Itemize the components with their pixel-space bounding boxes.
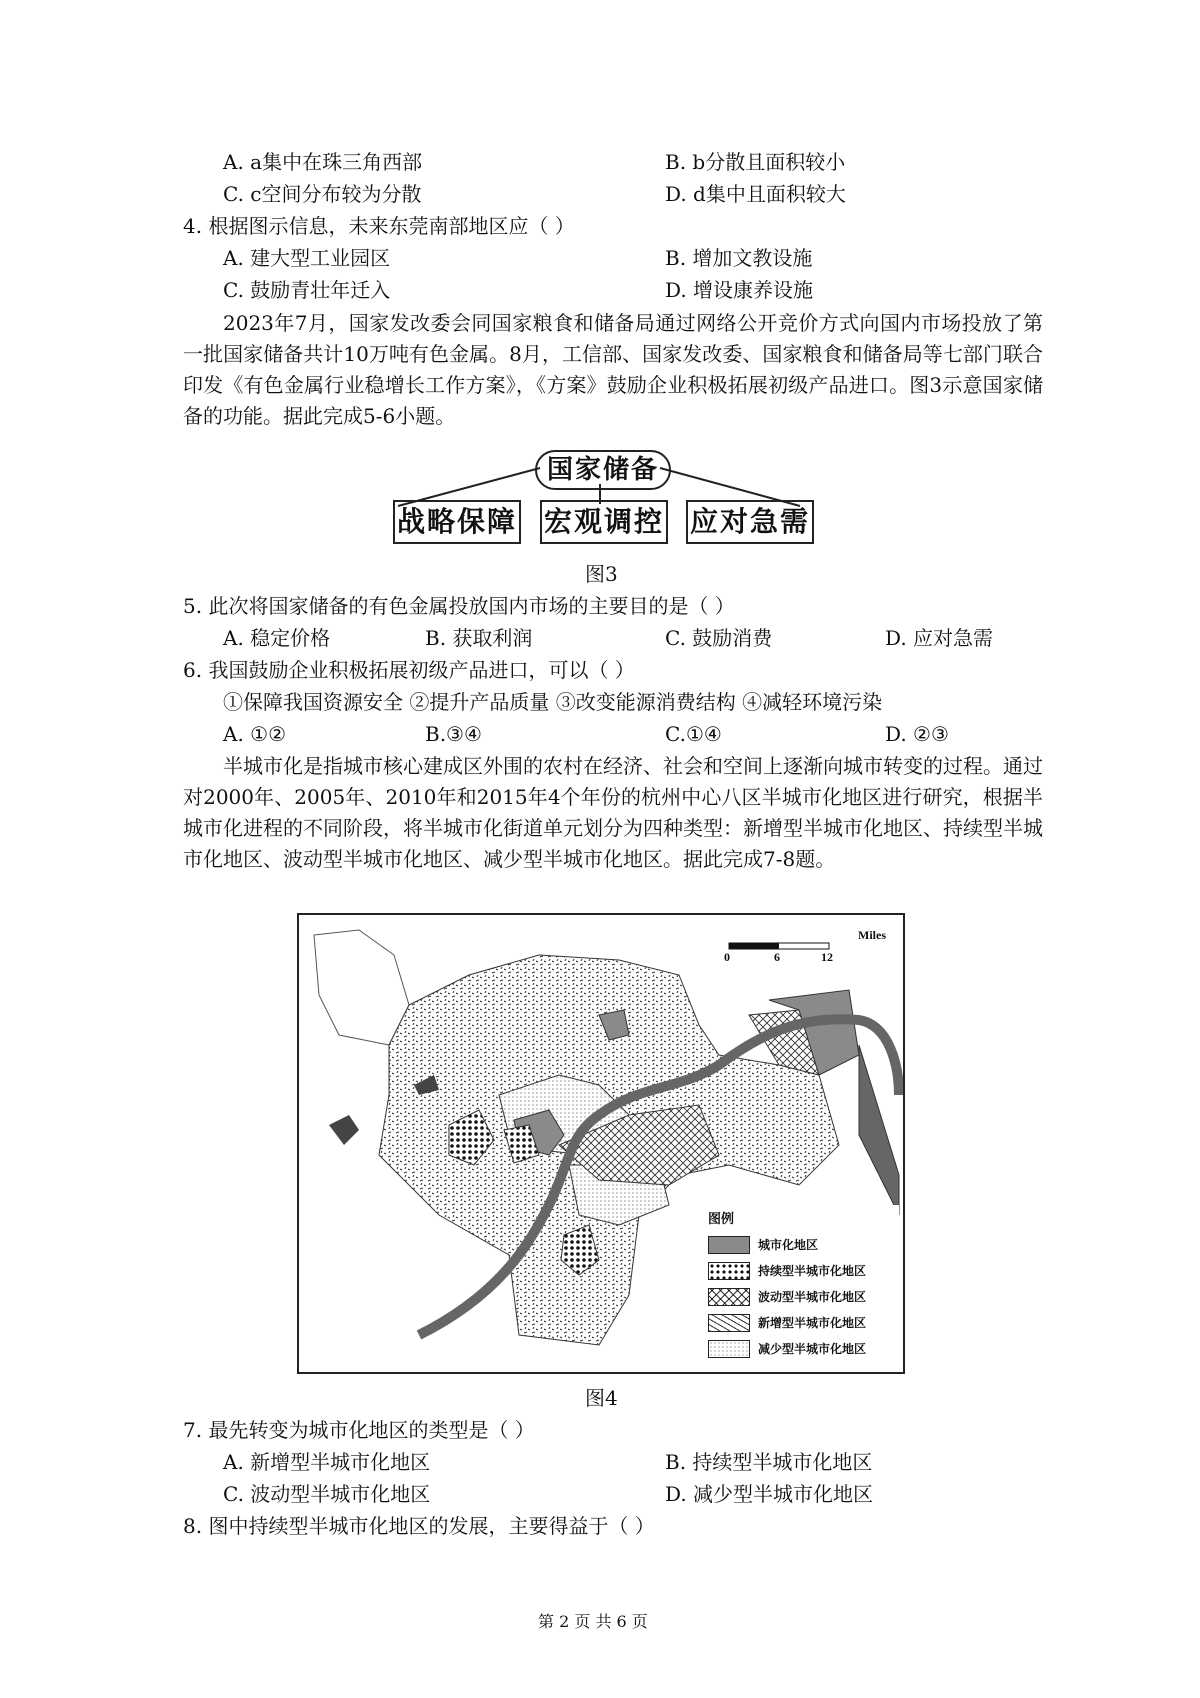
q5-option-b[interactable]: B. 获取利润 xyxy=(425,626,533,650)
legend-item-urban: 城市化地区 xyxy=(708,1236,818,1254)
fig3-caption: 图3 xyxy=(585,562,618,586)
legend-swatch-persistent xyxy=(708,1262,750,1280)
q4-option-d[interactable]: D. 增设康养设施 xyxy=(665,278,814,302)
legend-item-new: 新增型半城市化地区 xyxy=(708,1314,866,1332)
q5-option-d[interactable]: D. 应对急需 xyxy=(885,626,994,650)
q4-option-a[interactable]: A. 建大型工业园区 xyxy=(223,246,391,270)
legend-swatch-reduction xyxy=(708,1340,750,1358)
q3-option-a[interactable]: A. a集中在珠三角西部 xyxy=(223,150,423,174)
q3-option-b[interactable]: B. b分散且面积较小 xyxy=(665,150,846,174)
scale-tick-6: 6 xyxy=(774,950,780,964)
scale-unit: Miles xyxy=(858,928,886,942)
q4-stem: 4. 根据图示信息，未来东莞南部地区应（ ） xyxy=(183,214,575,238)
passage-reserve: 2023年7月，国家发改委会同国家粮食和储备局通过网络公开竞价方式向国内市场投放了第一批国家储备共计10万吨有色金属。8月，工信部、国家发改委、国家粮食和储备局等七部门联合印发《有色金属行业稳增长工作方案》，《方案》鼓励企业积极拓展初级产品进口。图3示意国家储备的功能。据此完成5-6小题。 xyxy=(183,311,1043,428)
q6-option-b[interactable]: B.③④ xyxy=(425,722,482,746)
q7-stem: 7. 最先转变为城市化地区的类型是（ ） xyxy=(183,1418,535,1442)
scale-tick-12: 12 xyxy=(821,950,833,964)
scale-tick-0: 0 xyxy=(724,950,730,964)
legend-item-reduction: 减少型半城市化地区 xyxy=(708,1340,866,1358)
legend-swatch-urban xyxy=(708,1236,750,1254)
fig3-node-emergency: 应对急需 xyxy=(686,500,814,544)
q6-stem: 6. 我国鼓励企业积极拓展初级产品进口，可以（ ） xyxy=(183,658,635,682)
q6-items: ①保障我国资源安全 ②提升产品质量 ③改变能源消费结构 ④减轻环境污染 xyxy=(223,690,883,714)
page-footer: 第 2 页 共 6 页 xyxy=(538,1612,648,1631)
q8-stem: 8. 图中持续型半城市化地区的发展，主要得益于（ ） xyxy=(183,1514,655,1538)
q7-option-b[interactable]: B. 持续型半城市化地区 xyxy=(665,1450,873,1474)
q5-option-c[interactable]: C. 鼓励消费 xyxy=(665,626,773,650)
map-lake xyxy=(329,1115,359,1145)
q5-option-a[interactable]: A. 稳定价格 xyxy=(223,626,331,650)
scale-bar-fill xyxy=(729,943,779,949)
legend-swatch-new xyxy=(708,1314,750,1332)
legend-item-persistent: 持续型半城市化地区 xyxy=(708,1262,866,1280)
fig3-node-strategic: 战略保障 xyxy=(393,500,521,544)
legend-item-fluctuating: 波动型半城市化地区 xyxy=(708,1288,866,1306)
q7-option-c[interactable]: C. 波动型半城市化地区 xyxy=(223,1482,431,1506)
q7-option-d[interactable]: D. 减少型半城市化地区 xyxy=(665,1482,874,1506)
fig3-node-macro: 宏观调控 xyxy=(540,500,668,544)
legend-swatch-fluctuating xyxy=(708,1288,750,1306)
q4-option-b[interactable]: B. 增加文教设施 xyxy=(665,246,813,270)
q7-option-a[interactable]: A. 新增型半城市化地区 xyxy=(223,1450,431,1474)
q3-option-c[interactable]: C. c空间分布较为分散 xyxy=(223,182,422,206)
q5-stem: 5. 此次将国家储备的有色金属投放国内市场的主要目的是（ ） xyxy=(183,594,735,618)
fig3-root-node: 国家储备 xyxy=(535,450,671,490)
legend-title: 图例 xyxy=(708,1212,735,1227)
fig4-caption: 图4 xyxy=(585,1386,618,1410)
q6-option-d[interactable]: D. ②③ xyxy=(885,722,949,746)
map-district-west xyxy=(314,930,409,1045)
q4-option-c[interactable]: C. 鼓励青壮年迁入 xyxy=(223,278,391,302)
q3-option-d[interactable]: D. d集中且面积较大 xyxy=(665,182,846,206)
q6-option-a[interactable]: A. ①② xyxy=(223,722,287,746)
passage-semi-urbanization: 半城市化是指城市核心建成区外围的农村在经济、社会和空间上逐渐向城市转变的过程。通过对2000年、2005年、2010年和2015年4个年份的杭州中心八区半城市化地区进行研究，根据半城市化进程的不同阶段，将半城市化街道单元划分为四种类型：新增型半城市化地区、持续型半城市化地区、波动型半城市化地区、减少型半城市化地区。据此完成7-8题。 xyxy=(183,754,1043,871)
q6-option-c[interactable]: C.①④ xyxy=(665,722,722,746)
